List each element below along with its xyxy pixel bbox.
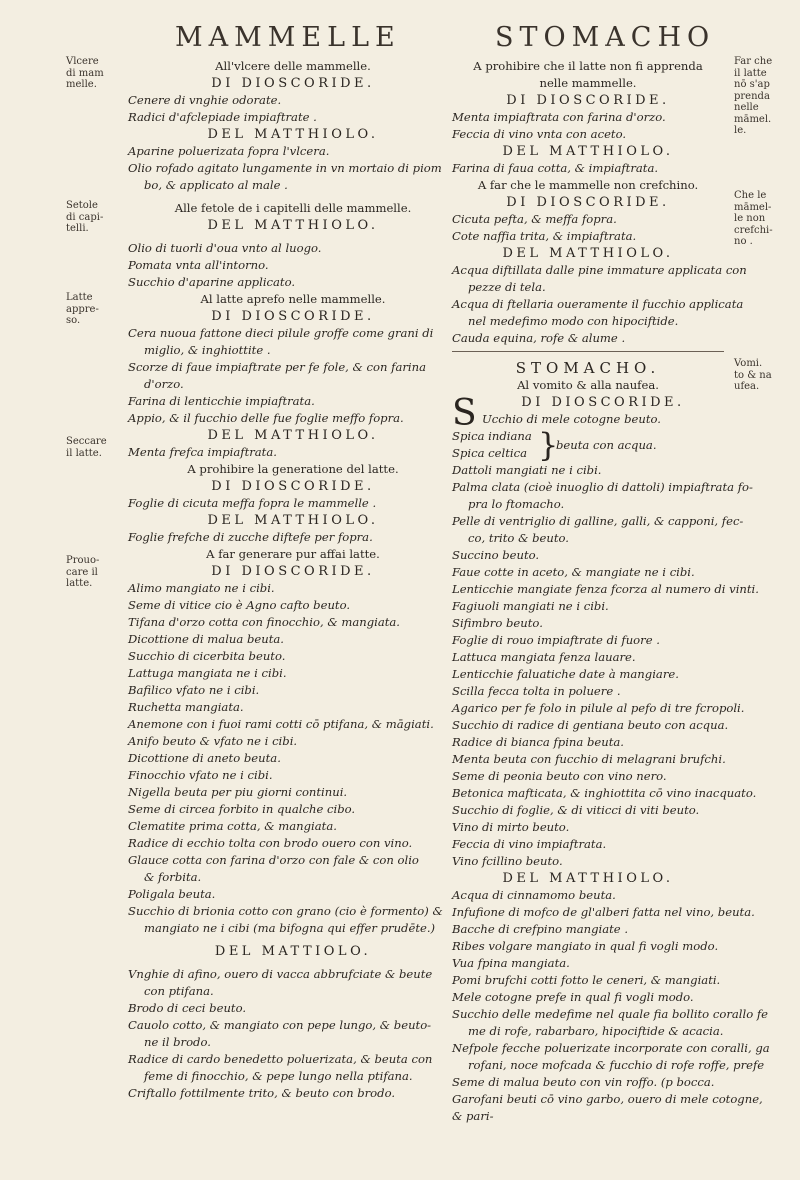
recipe-line: Appio, & il fucchio delle fue foglie meffo fopra. (128, 411, 404, 425)
recipe-line: Succhio delle medefime nel quale fia bollito corallo fe (452, 1007, 769, 1021)
recipe-line: Radice di cardo benedetto poluerizata, & beuta con (128, 1052, 433, 1066)
spica-brace-group (452, 428, 724, 462)
recipe-line: Fagiuoli mangiati ne i cibi. (452, 599, 609, 613)
recipe-line: Spica celtica (452, 446, 527, 460)
right-lines-section (452, 462, 770, 1125)
margin-note: Vlcere di mam melle. (66, 56, 104, 90)
brace-icon: } (538, 426, 559, 464)
section-heading: Alle fetole de i capitelli delle mammelle. (174, 201, 412, 215)
section-subtitle: Al vomito & alla naufea. (517, 378, 659, 392)
recipe-line: Garofani beuti cō vino garbo, ouero di mele cotogne, (452, 1092, 763, 1106)
recipe-line: Feccia di vino vnta con aceto. (452, 127, 627, 141)
author-heading: DEL MATTHIOLO. (207, 428, 379, 443)
recipe-line: Vnghie di afino, ouero di vacca abbrufciate & beute (128, 967, 433, 981)
recipe-line: d'orzo. (144, 377, 184, 391)
recipe-line: Radice di bianca fpina beuta. (452, 735, 624, 749)
recipe-line: Farina di lenticchie impiaftrata. (128, 394, 315, 408)
recipe-line: Succino beuto. (452, 548, 540, 562)
author-heading: DI DIOSCORIDE. (521, 395, 685, 410)
section-title: STOMACHO. (515, 359, 661, 377)
author-heading: DEL MATTHIOLO. (207, 513, 379, 528)
recipe-line: Radici d'afclepiade impiaftrate . (128, 110, 317, 124)
recipe-line: Cicuta pefta, & meffa fopra. (452, 212, 617, 226)
section-heading: A prohibire la generatione del latte. (187, 462, 399, 476)
recipe-line: co, trito & beuto. (468, 531, 569, 545)
recipe-line: Succhio di foglie, & di viticci di viti beuto. (452, 803, 700, 817)
recipe-line: Seme di vitice cio è Agno cafto beuto. (128, 598, 351, 612)
recipe-line: Vua fpina mangiata. (452, 956, 570, 970)
author-heading: DEL MATTHIOLO. (207, 127, 379, 142)
recipe-line: Lenticchie faluatiche date à mangiare. (452, 667, 679, 681)
recipe-line: Anemone con i fuoi rami cotti cō ptifana, & māgiati. (128, 717, 434, 731)
recipe-line: Brodo di ceci beuto. (128, 1001, 247, 1015)
header-stomacho: STOMACHO (495, 22, 716, 53)
recipe-line: Feccia di vino impiaftrata. (452, 837, 607, 851)
section-heading: A prohibire che il latte non fi apprenda (473, 59, 703, 73)
author-heading: DEL MATTHIOLO. (502, 144, 674, 159)
recipe-line: feme di finocchio, & pepe lungo nella ptifana. (144, 1069, 413, 1083)
author-heading: DI DIOSCORIDE. (211, 564, 375, 579)
recipe-line: con ptifana. (144, 984, 214, 998)
recipe-line: Dicottione di malua beuta. (128, 632, 284, 646)
author-heading: DI DIOSCORIDE. (506, 195, 670, 210)
recipe-line: Scorze di faue impiaftrate per fe fole, & con farina (128, 360, 427, 374)
recipe-line: & forbita. (144, 870, 202, 884)
recipe-line: Succhio di radice di gentiana beuto con acqua. (452, 718, 729, 732)
recipe-line: Acqua di cinnamomo beuta. (452, 888, 616, 902)
recipe-line: Cenere di vnghie odorate. (128, 93, 282, 107)
author-heading: DEL MATTIOLO. (214, 944, 372, 959)
margin-note: Far che il latte nō s'ap prenda nelle māmel. le. (734, 56, 773, 136)
section-heading: A far generare pur affai latte. (206, 547, 380, 561)
margin-note: Che le māmel- le non crefchi- no . (734, 190, 773, 247)
recipe-line: Anifo beuto & vfato ne i cibi. (128, 734, 298, 748)
recipe-line: Finocchio vfato ne i cibi. (128, 768, 273, 782)
recipe-line: Ribes volgare mangiato in qual fi vogli modo. (452, 939, 719, 953)
recipe-line: Glauce cotta con farina d'orzo con fale & con olio (128, 853, 419, 867)
recipe-line: Olio di tuorli d'oua vnto al luogo. (128, 241, 322, 255)
recipe-line: Menta beuta con fucchio di melagrani brufchi. (452, 752, 726, 766)
margin-note: Vomi. to & na ufea. (734, 358, 772, 392)
recipe-line: Aparine poluerizata fopra l'vlcera. (128, 144, 330, 158)
drop-cap: S (452, 393, 477, 434)
recipe-line: Acqua di ftellaria oueramente il fucchio applicata (452, 297, 744, 311)
right-top-section (452, 58, 747, 347)
recipe-line: beuta con acqua. (556, 438, 657, 452)
recipe-line: Olio rofado agitato lungamente in vn mortaio di piom (128, 161, 442, 175)
recipe-line: Criftallo fottilmente trito, & beuto con brodo. (128, 1086, 396, 1100)
author-heading: DI DIOSCORIDE. (211, 309, 375, 324)
recipe-line: Lattuca mangiata fenza lauare. (452, 650, 636, 664)
author-heading: DI DIOSCORIDE. (506, 93, 670, 108)
recipe-line: Nigella beuta per piu giorni continui. (128, 785, 348, 799)
recipe-line: Foglie frefche di zucche diftefe per fopra. (128, 530, 373, 544)
margin-note: Prouo- care il latte. (66, 555, 100, 589)
recipe-line: Menta impiaftrata con farina d'orzo. (452, 110, 666, 124)
recipe-line: nel medefimo modo con hipociftide. (468, 314, 679, 328)
header-mammelle: MAMMELLE (175, 22, 401, 53)
recipe-line: Scilla fecca tolta in poluere . (452, 684, 621, 698)
recipe-line: pra lo ftomacho. (468, 497, 565, 511)
recipe-line: Mele cotogne prefe in qual fi vogli modo. (452, 990, 694, 1004)
recipe-line: Pomi brufchi cotti fotto le ceneri, & mangiati. (452, 973, 721, 987)
recipe-line: Faue cotte in aceto, & mangiate ne i cibi. (452, 565, 695, 579)
recipe-line: Seme di malua beuto con vin roffo. (p bocca. (452, 1075, 715, 1089)
recipe-line: Seme di peonia beuto con vino nero. (452, 769, 667, 783)
recipe-line: Cauolo cotto, & mangiato con pepe lungo, & beuto- (128, 1018, 432, 1032)
recipe-line: Ruchetta mangiata. (128, 700, 244, 714)
recipe-line: Pomata vnta all'intorno. (128, 258, 269, 272)
recipe-line: Dattoli mangiati ne i cibi. (452, 463, 602, 477)
author-heading: DI DIOSCORIDE. (211, 479, 375, 494)
recipe-line: Infufione di mofco de gl'alberi fatta nel vino, beuta. (452, 905, 755, 919)
recipe-line: Cote naffia trita, & impiaftrata. (452, 229, 637, 243)
recipe-line: Seme di circea forbito in qualche cibo. (128, 802, 356, 816)
recipe-line: Vino di mirto beuto. (452, 820, 570, 834)
recipe-line: Pelle di ventriglio di galline, galli, & capponi, fec- (452, 514, 744, 528)
recipe-line: Lattuga mangiata ne i cibi. (128, 666, 287, 680)
section-rule (452, 351, 724, 352)
recipe-line: miglio, & inghiottite . (144, 343, 271, 357)
left-column (128, 58, 458, 1102)
recipe-line: Menta frefca impiaftrata. (128, 445, 277, 459)
recipe-line: Succhio di cicerbita beuto. (128, 649, 286, 663)
section-heading: nelle mammelle. (539, 76, 637, 90)
recipe-line: Palma clata (cioè inuoglio di dattoli) impiaftrata fo- (452, 480, 753, 494)
recipe-line: rofani, noce mofcada & fucchio di rofe roffe, prefe (468, 1058, 765, 1072)
recipe-line: Radice di ecchio tolta con brodo ouero con vino. (128, 836, 413, 850)
recipe-line: & pari- (452, 1109, 494, 1123)
recipe-line: Bacche di crefpino mangiate . (452, 922, 629, 936)
section-heading: Al latte aprefo nelle mammelle. (200, 292, 386, 306)
section-heading: A far che le mammelle non crefchino. (477, 178, 699, 192)
recipe-line: Nefpole fecche poluerizate incorporate con coralli, ga (452, 1041, 770, 1055)
recipe-line: Ucchio di mele cotogne beuto. (482, 412, 661, 426)
recipe-line: Agarico per fe folo in pilule al pefo di tre fcropoli. (452, 701, 745, 715)
recipe-line: Acqua diftillata dalle pine immature applicata con (452, 263, 747, 277)
recipe-line: Bafilico vfato ne i cibi. (128, 683, 260, 697)
recipe-line: Clematite prima cotta, & mangiata. (128, 819, 337, 833)
recipe-line: Betonica mafticata, & inghiottita cō vino inacquato. (452, 786, 757, 800)
recipe-line: Dicottione di aneto beuta. (128, 751, 281, 765)
author-heading: DEL MATTHIOLO. (502, 246, 674, 261)
section-heading: All'vlcere delle mammelle. (215, 59, 371, 73)
recipe-line: bo, & applicato al male . (144, 178, 288, 192)
recipe-line: Tifana d'orzo cotta con finocchio, & mangiata. (128, 615, 400, 629)
margin-note: Seccare il latte. (66, 436, 107, 459)
recipe-line: mangiato ne i cibi (ma bifogna qui effer prudēte.) (144, 921, 436, 935)
recipe-line: Cauda equina, rofe & alume . (452, 331, 626, 345)
drop-cap-block (452, 393, 724, 434)
recipe-line: Farina di faua cotta, & impiaftrata. (452, 161, 659, 175)
author-heading: DI DIOSCORIDE. (211, 76, 375, 91)
author-heading: DEL MATTHIOLO. (502, 871, 674, 886)
recipe-line: me di rofe, rabarbaro, hipociftide & acacia. (468, 1024, 724, 1038)
recipe-line: Succhio d'aparine applicato. (128, 275, 296, 289)
margin-note: Latte appre- so. (66, 292, 99, 326)
recipe-line: Cera nuoua fattone dieci pilule groffe come grani di (128, 326, 434, 340)
recipe-line: Spica indiana (452, 429, 532, 443)
margin-note: Setole di capi- telli. (66, 200, 104, 234)
recipe-line: Poligala beuta. (128, 887, 216, 901)
recipe-line: Foglie di rouo impiaftrate di fuore . (452, 633, 660, 647)
recipe-line: pezze di tela. (468, 280, 546, 294)
recipe-line: Foglie di cicuta meffa fopra le mammelle . (128, 496, 377, 510)
recipe-line: Succhio di brionia cotto con grano (cio è formento) & (128, 904, 443, 918)
recipe-line: Sifimbro beuto. (452, 616, 543, 630)
recipe-line: Lenticchie mangiate fenza fcorza al numero di vinti. (452, 582, 759, 596)
recipe-line: Alimo mangiato ne i cibi. (128, 581, 275, 595)
author-heading: DEL MATTHIOLO. (207, 218, 379, 233)
recipe-line: Vino fcillino beuto. (452, 854, 563, 868)
recipe-line: ne il brodo. (144, 1035, 211, 1049)
